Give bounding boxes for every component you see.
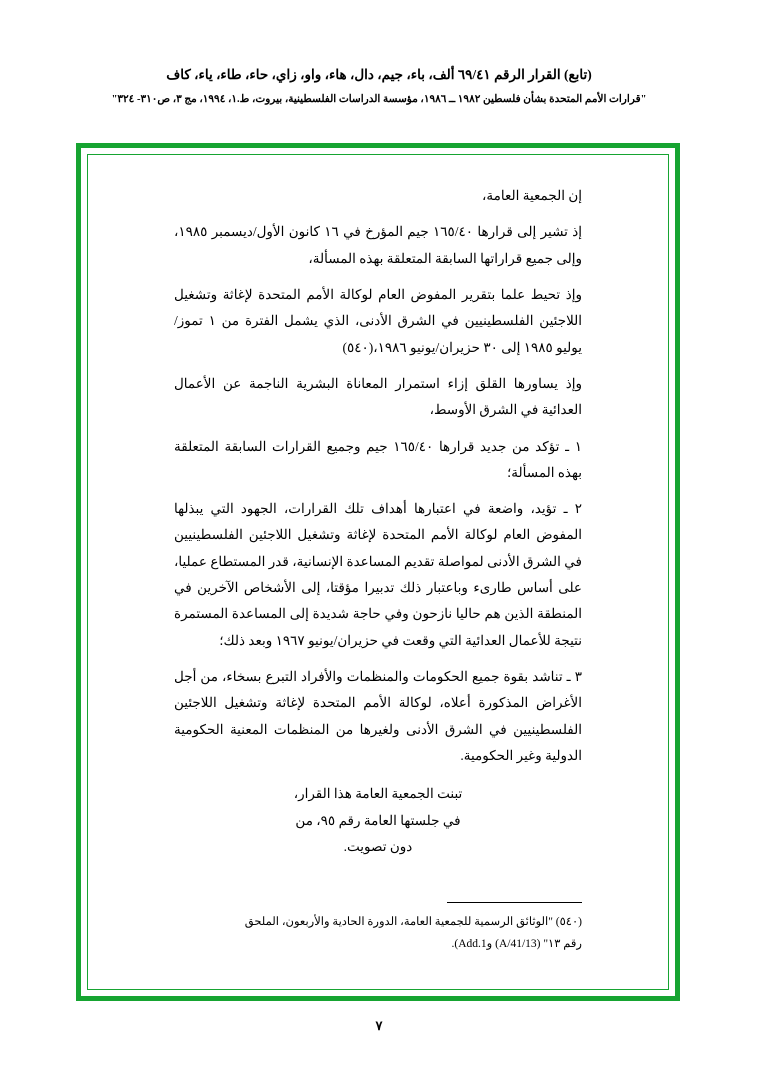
page-header xyxy=(0,0,758,108)
operative-paragraph-1: ١ ـ تؤكد من جديد قرارها ١٦٥/٤٠ جيم وجميع القرارات السابقة المتعلقة بهذه المسألة؛ xyxy=(174,438,583,480)
green-border-frame xyxy=(76,143,680,1001)
paragraph-taking-note: وإذ تحيط علما بتقرير المفوض العام لوكالة الأمم المتحدة لإغاثة وتشغيل اللاجئين الفلسطينيين في الشرق الأدنى، الذي يشمل الفترة من ١ تموز/يوليو ١٩٨٥ إلى ٣٠ حزيران/يونيو ١٩٨٦،(٥٤٠) xyxy=(174,286,582,355)
operative-paragraph-2: ٢ ـ تؤيد، واضعة في اعتبارها أهداف تلك القرارات، الجهود التي يبذلها المفوض العام لوكالة الأمم المتحدة لإغاثة وتشغيل اللاجئين الفلسطينيين في الشرق الأدنى لمواصلة تقديم المساعدة الإنسانية، قدر المستطاع عمليا، على أساس طارىء وباعتبار ذلك تدبيرا مؤقتا، إلى الأشخاص الآخرين في المنطقة الذين هم حاليا نازحون وفي حاجة شديدة إلى المساعدة المستمرة نتيجة للأعمال العدائية التي وقعت في حزيران/يونيو ١٩٦٧ وبعد ذلك؛ xyxy=(174,501,582,648)
footnote-doc-addendum: Add.1 xyxy=(458,937,487,950)
adoption-line-1: تبنت الجمعية العامة هذا القرار، xyxy=(293,786,463,802)
adoption-note xyxy=(174,781,582,860)
footnote-separator xyxy=(447,902,582,903)
footnote-text xyxy=(174,912,582,955)
page-number: ٧ xyxy=(375,1018,383,1033)
footnote-line-2-prefix: رقم ١٣" ( xyxy=(536,937,582,950)
footnote-line-2 xyxy=(174,934,582,955)
footnote-line-2-suffix: ). xyxy=(451,937,459,950)
adoption-line-3: دون تصويت. xyxy=(343,838,413,854)
footnote-block xyxy=(174,902,582,955)
paragraph-recalling: إذ تشير إلى قرارها ١٦٥/٤٠ جيم المؤرخ في ١٦ كانون الأول/ديسمبر ١٩٨٥، وإلى جميع قراراتها السابقة المتعلقة بهذه المسألة، xyxy=(174,224,582,266)
resolution-body xyxy=(88,155,668,989)
green-border-inner xyxy=(87,154,669,990)
operative-paragraph-3: ٣ ـ تناشد بقوة جميع الحكومات والمنظمات والأفراد التبرع بسخاء، من أجل الأغراض المذكورة أعلاه، لوكالة الأمم المتحدة لإغاثة وتشغيل اللاجئين الفلسطينيين في الشرق الأدنى ولغيرها من المنظمات المعنية الحكومية الدولية وغير الحكومية. xyxy=(174,669,582,763)
opening-line: إن الجمعية العامة، xyxy=(482,188,582,203)
footnote-doc-symbol: A/41/13 xyxy=(498,937,537,950)
paragraph-concerned: وإذ يساورها القلق إزاء استمرار المعاناة البشرية الناجمة عن الأعمال العدائية في الشرق الأوسط، xyxy=(174,375,582,418)
source-citation: "قرارات الأمم المتحدة بشأن فلسطين ١٩٨٢ ــ ١٩٨٦، مؤسسة الدراسات الفلسطينية، بيروت، ط.١، ١٩٩٤، مج ٣، ص٣١٠- ٣٢٤" xyxy=(111,93,647,105)
footnote-line-2-middle: ) و xyxy=(486,937,499,950)
footnote-line-1: (٥٤٠) "الوثائق الرسمية للجمعية العامة، الدورة الحادية والأربعون، الملحق xyxy=(244,916,582,929)
adoption-line-2: في جلستها العامة رقم ٩٥، من xyxy=(295,812,461,828)
resolution-title: (تابع) القرار الرقم ٦٩/٤١ ألف، باء، جيم، دال، هاء، واو، زاي، حاء، طاء، ياء، كاف xyxy=(166,67,592,82)
